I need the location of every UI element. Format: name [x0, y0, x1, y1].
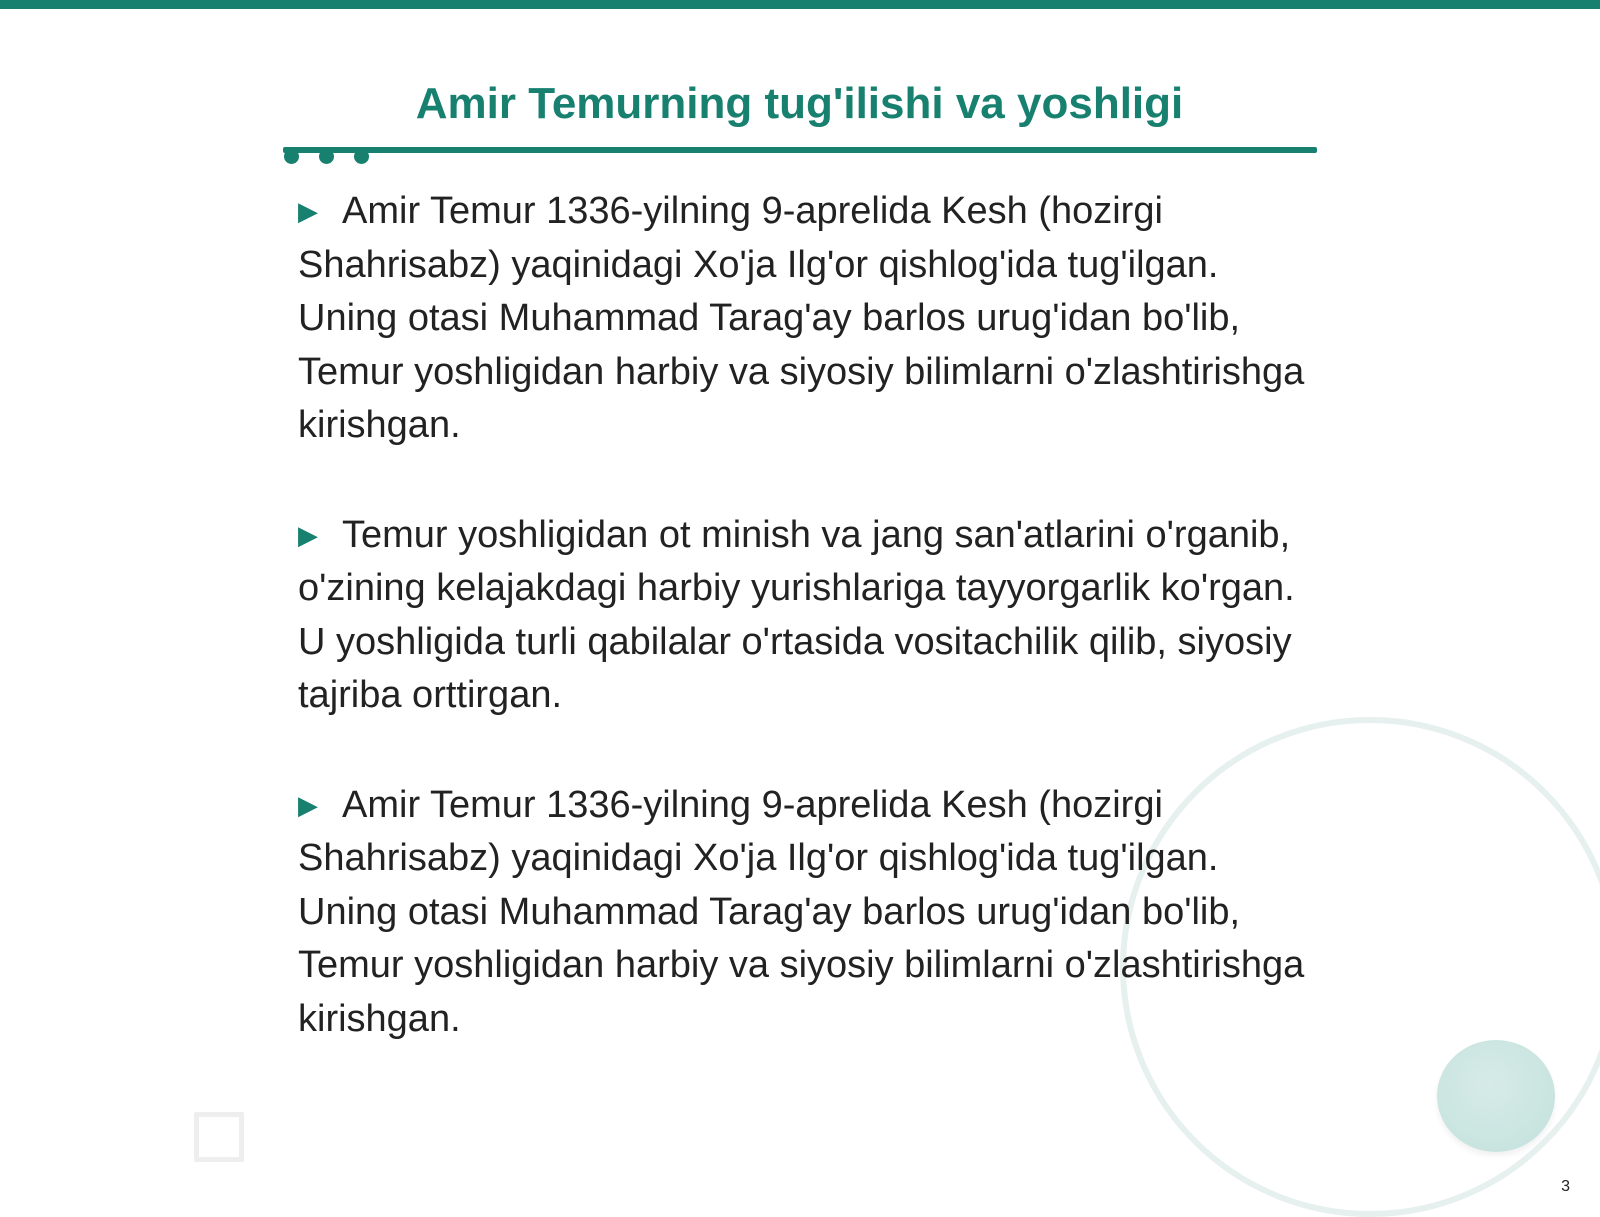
- decorative-circle: [1437, 1040, 1555, 1152]
- slide-content: [298, 185, 1308, 1102]
- triangle-right-icon: ▶: [298, 789, 318, 820]
- page-number: 3: [1561, 1178, 1570, 1195]
- paragraph-text: Temur yoshligidan ot minish va jang san'atlarini o'rganib, o'zining kelajakdagi harbiy yurishlariga tayyorgarlik ko'rgan. U yoshligida turli qabilalar o'rtasida vositachilik qilib, siyosiy tajriba orttirgan.: [298, 513, 1295, 716]
- triangle-right-icon: ▶: [298, 196, 318, 226]
- underline-dot: [319, 149, 334, 164]
- slide-title: Amir Temurning tug'ilishi va yoshligi: [415, 79, 1184, 128]
- triangle-right-icon: ▶: [298, 519, 318, 550]
- underline-dot: [354, 149, 369, 164]
- bullet-paragraph: [298, 779, 1308, 1047]
- decorative-square: [194, 1112, 244, 1162]
- bullet-paragraph: [298, 185, 1308, 453]
- bullet-paragraph: [298, 509, 1308, 723]
- paragraph-text: Amir Temur 1336-yilning 9-aprelida Kesh (hozirgi Shahrisabz) yaqinidagi Xo'ja Ilg'or qishlog'ida tug'ilgan. Uning otasi Muhammad Tarag'ay barlos urug'idan bo'lib, Temur yoshligidan harbiy va siyosiy bilimlarni o'zlashtirishga kirishgan.: [298, 783, 1305, 1040]
- title-underline: [283, 147, 1317, 153]
- paragraph-text: Amir Temur 1336-yilning 9-aprelida Kesh (hozirgi Shahrisabz) yaqinidagi Xo'ja Ilg'or qishlog'ida tug'ilgan. Uning otasi Muhammad Tarag'ay barlos urug'idan bo'lib, Temur yoshligidan harbiy va siyosiy bilimlarni o'zlashtirishga kirishgan.: [298, 190, 1305, 446]
- underline-dot: [284, 149, 299, 164]
- top-accent-bar: [0, 0, 1600, 9]
